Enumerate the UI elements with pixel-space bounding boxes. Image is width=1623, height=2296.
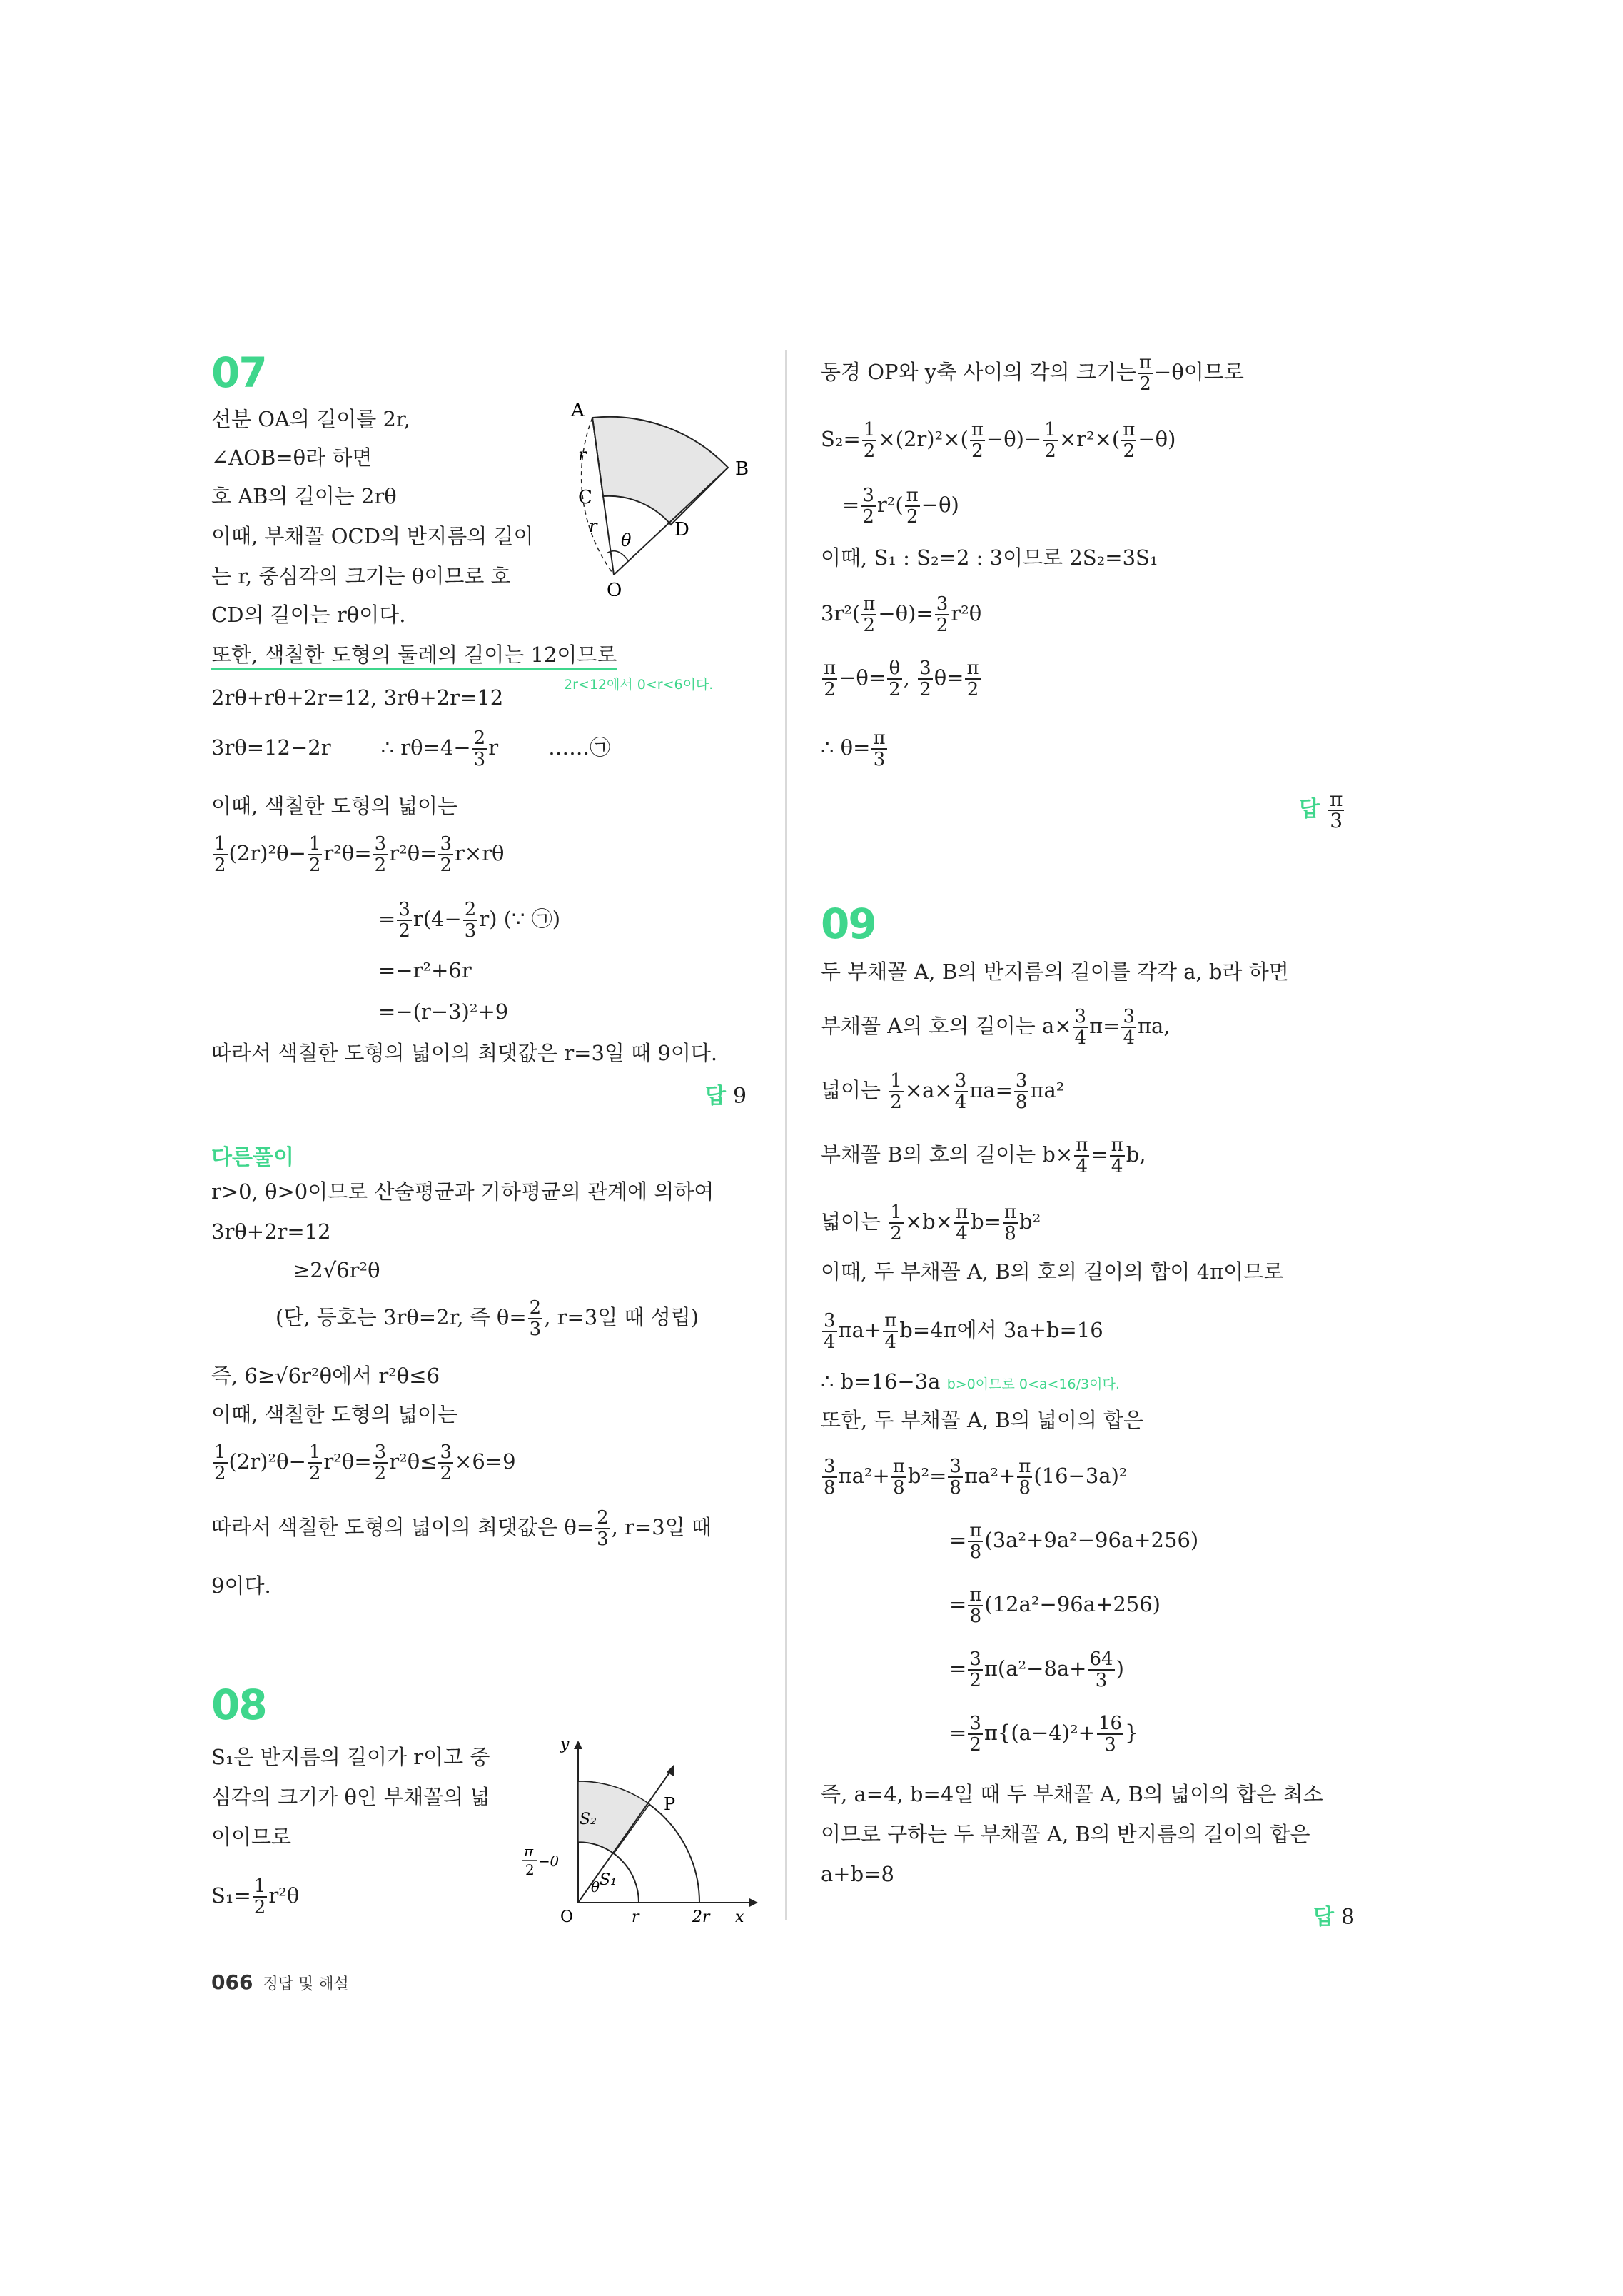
label-O: O — [607, 580, 622, 596]
text: r>0, θ>0이므로 산술평균과 기하평균의 관계에 의하여 — [211, 1179, 714, 1204]
label-pi: π — [524, 1843, 534, 1860]
label-theta: θ — [591, 1878, 600, 1895]
text: 이때, 색칠한 도형의 넓이는 — [211, 794, 458, 818]
text: 두 부채꼴 A, B의 반지름의 길이를 각각 a, b라 하면 — [821, 960, 1289, 984]
page-number: 066 — [211, 1970, 253, 1994]
label-O: O — [560, 1908, 574, 1926]
text: ∠AOB=θ라 하면 — [211, 445, 373, 470]
label-B: B — [735, 458, 749, 480]
equation: ≥2√6r²θ — [293, 1258, 380, 1282]
text: 는 r, 중심각의 크기는 θ이므로 호 — [211, 564, 511, 588]
text: 이므로 구하는 두 부채꼴 A, B의 반지름의 길이의 합은 — [821, 1822, 1310, 1846]
label-C: C — [578, 487, 592, 508]
text: 이때, 부채꼴 OCD의 반지름의 길이 — [211, 524, 534, 548]
label-x: x — [735, 1908, 744, 1926]
equation: a+b=8 — [821, 1862, 894, 1886]
text: 동경 OP와 y축 사이의 각의 크기는 $\frac{\pi}{2}$ −θ이므로 — [821, 352, 1244, 395]
text: 선분 OA의 길이를 2r, — [211, 407, 410, 431]
problem-09-number: 09 — [821, 900, 876, 948]
label-two: 2 — [525, 1861, 535, 1878]
label-r: r — [632, 1908, 639, 1926]
label-y: y — [560, 1736, 570, 1753]
text: CD의 길이는 rθ이다. — [211, 603, 406, 627]
column-divider — [785, 350, 787, 1920]
equation: = $\frac{3}{2}$ r²( $\frac{\pi}{2}$ −θ) — [842, 485, 959, 528]
text: 또한, 색칠한 도형의 둘레의 길이는 12이므로 — [211, 641, 617, 670]
equation: 3rθ=12−2r ∴ rθ=4− $\frac{2}{3}$ r ……㉠ — [211, 727, 611, 770]
label-S2: S₂ — [580, 1811, 597, 1828]
page-footer — [211, 1970, 349, 1994]
answer-09: 답 8 — [1313, 1905, 1355, 1930]
equation: (단, 등호는 3rθ=2r, 즉 θ= $\frac{2}{3}$ , r=3일 때 성립) — [275, 1297, 699, 1340]
equation: $\frac{\pi}{2}$ −θ= $\frac{\theta}{2}$ , $\frac{3}{2}$ θ= $\frac{\pi}{2}$ — [824, 658, 979, 700]
equation: 3r²( $\frac{\pi}{2}$ −θ)= $\frac{3}{2}$ r²θ — [821, 593, 982, 636]
equation: ∴ θ= $\frac{\pi}{3}$ — [821, 727, 886, 770]
equation: =−r²+6r — [378, 958, 472, 982]
label-S1: S₁ — [600, 1871, 617, 1889]
equation: = $\frac{\pi}{8}$ (12a²−96a+256) — [949, 1584, 1161, 1627]
equation: = $\frac{3}{2}$ π{(a−4)²+ $\frac{16}{3}$ } — [949, 1713, 1138, 1756]
text: 이이므로 — [211, 1825, 292, 1849]
answer-07: 답 9 — [705, 1084, 747, 1109]
label-2r: 2r — [692, 1908, 710, 1926]
equation: 넓이는 $\frac{1}{2}$ ×b× $\frac{\pi}{4}$ b= $\frac{\pi}{8}$ b² — [821, 1202, 1041, 1244]
sector-diagram-07 — [564, 403, 757, 596]
text: 따라서 색칠한 도형의 넓이의 최댓값은 θ= $\frac{2}{3}$ , r=3일 때 — [211, 1507, 712, 1550]
equation: S₁= $\frac{1}{2}$ r²θ — [211, 1875, 300, 1918]
problem-07-number: 07 — [211, 348, 266, 397]
alternative-solution-label: 다른풀이 — [211, 1145, 294, 1170]
text: 호 AB의 길이는 2rθ — [211, 484, 397, 508]
text: 또한, 두 부채꼴 A, B의 넓이의 합은 — [821, 1408, 1144, 1432]
text: 이때, S₁ : S₂=2 : 3이므로 2S₂=3S₁ — [821, 545, 1158, 570]
equation: $\frac{1}{2}$ (2r)²θ− $\frac{1}{2}$ r²θ= $\frac{3}{2}$ r²θ≤ $\frac{3}{2}$ ×6=9 — [214, 1441, 516, 1484]
text: 심각의 크기가 θ인 부채꼴의 넓 — [211, 1785, 490, 1809]
answer-08: 답 $\frac{\pi}{3}$ — [1299, 787, 1343, 832]
text: 이때, 두 부채꼴 A, B의 호의 길이의 합이 4π이므로 — [821, 1259, 1284, 1284]
equation: = $\frac{\pi}{8}$ (3a²+9a²−96a+256) — [949, 1520, 1199, 1563]
label-P: P — [664, 1794, 676, 1814]
equation: 넓이는 $\frac{1}{2}$ ×a× $\frac{3}{4}$ πa= $\frac{3}{8}$ πa² — [821, 1070, 1065, 1113]
equation: $\frac{1}{2}$ (2r)²θ− $\frac{1}{2}$ r²θ= $\frac{3}{2}$ r²θ= $\frac{3}{2}$ r×rθ — [214, 833, 505, 876]
label-theta: θ — [621, 530, 632, 550]
side-note: b>0이므로 0<a<16/3이다. — [946, 1376, 1120, 1392]
label-angle: −θ — [538, 1853, 559, 1870]
label-A: A — [571, 403, 585, 421]
text: 따라서 색칠한 도형의 넓이의 최댓값은 r=3일 때 9이다. — [211, 1041, 718, 1065]
text: 즉, 6≥√6r²θ에서 r²θ≤6 — [211, 1364, 440, 1388]
text: 즉, a=4, b=4일 때 두 부채꼴 A, B의 넓이의 합은 최소 — [821, 1782, 1323, 1806]
equation: $\frac{3}{4}$ πa+ $\frac{\pi}{4}$ b=4π에서 3a+b=16 — [824, 1310, 1103, 1353]
label-D: D — [674, 519, 689, 540]
equation: ∴ b=16−3a b>0이므로 0<a<16/3이다. — [821, 1369, 1120, 1394]
text: 이때, 색칠한 도형의 넓이는 — [211, 1402, 458, 1426]
section-title: 정답 및 해설 — [263, 1975, 349, 1993]
label-r: r — [589, 516, 597, 536]
equation: 2rθ+rθ+2r=12, 3rθ+2r=12 — [211, 685, 504, 710]
equation: =−(r−3)²+9 — [378, 1000, 509, 1024]
sector-diagram-08 — [521, 1735, 764, 1928]
equation: = $\frac{3}{2}$ π(a²−8a+ $\frac{64}{3}$ ) — [949, 1648, 1124, 1691]
equation: 부채꼴 A의 호의 길이는 a× $\frac{3}{4}$ π= $\frac{3}{4}$ πa, — [821, 1006, 1171, 1049]
text: S₁은 반지름의 길이가 r이고 중 — [211, 1745, 490, 1769]
equation: = $\frac{3}{2}$ r(4− $\frac{2}{3}$ r) (∵ ㉠) — [378, 899, 561, 942]
equation: $\frac{3}{8}$ πa²+ $\frac{\pi}{8}$ b²= $\frac{3}{8}$ πa²+ $\frac{\pi}{8}$ (16−3a)² — [824, 1456, 1128, 1499]
equation: S₂= $\frac{1}{2}$ ×(2r)²×( $\frac{\pi}{2}$ −θ)− $\frac{1}{2}$ ×r²×( $\frac{\pi}{2}$ −θ) — [821, 419, 1176, 462]
label-r: r — [578, 445, 587, 465]
side-note: 2r<12에서 0<r<6이다. — [564, 677, 714, 693]
problem-08-number: 08 — [211, 1681, 266, 1729]
text: 9이다. — [211, 1574, 271, 1598]
equation: 부채꼴 B의 호의 길이는 b× $\frac{\pi}{4}$ = $\frac{\pi}{4}$ b, — [821, 1134, 1146, 1177]
equation: 3rθ+2r=12 — [211, 1219, 331, 1244]
